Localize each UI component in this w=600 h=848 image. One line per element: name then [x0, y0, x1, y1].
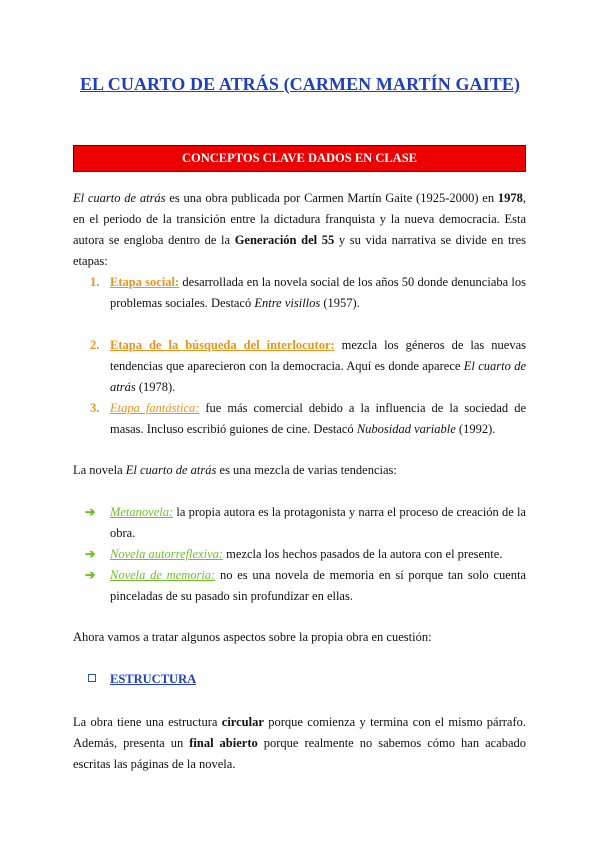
arrow-icon: ➔ [85, 505, 96, 519]
tendency-text: no es una novela de memoria en sí porque tan solo cuenta pinceladas de su pasado sin profundizar en ellas. [110, 568, 527, 603]
mix-work: El cuarto de atrás [125, 463, 217, 477]
intro-text-3: y su vida narrativa se divide en tres etapas: [73, 233, 526, 268]
stage-item-2 [73, 335, 526, 398]
tendency-item-3 [73, 565, 526, 607]
section-title: ESTRUCTURA [110, 672, 197, 686]
stage-text-end: (1957). [320, 296, 360, 310]
page-title: EL CUARTO DE ATRÁS (CARMEN MARTÍN GAITE) [79, 74, 521, 94]
stage-work: Nubosidad variable [356, 422, 456, 436]
stage-number: 3. [90, 401, 100, 415]
arrow-icon: ➔ [85, 568, 96, 582]
structure-text-1: La obra tiene una estructura [73, 715, 222, 729]
structure-paragraph [73, 712, 526, 775]
structure-circular: circular [221, 715, 264, 729]
key-concepts-banner: CONCEPTOS CLAVE DADOS EN CLASE [73, 145, 526, 172]
structure-ending: final abierto [189, 736, 258, 750]
stage-number: 2. [90, 338, 100, 352]
stage-label: Etapa de la búsqueda del interlocutor: [110, 338, 335, 352]
intro-text-1: es una obra publicada por Carmen Martín Gaite (1925-2000) en [165, 191, 498, 205]
tendency-label: Novela autorreflexiva: [110, 547, 224, 561]
arrow-icon: ➔ [85, 547, 96, 561]
stage-text: desarrollada en la novela social de los años 50 donde denunciaba los problemas sociales. Destacó [110, 275, 526, 310]
tendency-item-2 [73, 544, 526, 565]
stage-text-end: (1992). [455, 422, 496, 436]
structure-text-2: porque comienza y termina con el mismo párrafo. Además, presenta un [73, 715, 527, 750]
intro-paragraph [73, 188, 526, 272]
stage-label: Etapa social: [110, 275, 180, 289]
stage-number: 1. [90, 275, 100, 289]
stage-work: Entre visillos [254, 296, 321, 310]
section-heading [73, 669, 526, 690]
stage-item-1 [73, 272, 526, 314]
intro-work: El cuarto de atrás [73, 191, 166, 205]
structure-text-3: porque realmente no sabemos cómo han acabado escritas las páginas de la novela. [73, 736, 527, 771]
stage-label: Etapa fantástica: [110, 401, 200, 415]
square-bullet-icon [88, 674, 96, 682]
mix-text-1: La novela [73, 463, 126, 477]
stage-text-end: (1978). [135, 380, 176, 394]
intro-year: 1978 [497, 191, 523, 205]
stage-item-3 [73, 398, 526, 440]
aspects-paragraph: Ahora vamos a tratar algunos aspectos sobre la propia obra en cuestión: [73, 630, 432, 644]
stage-text: fue más comercial debido a la influencia de la sociedad de masas. Incluso escribió guiones de cine. Destacó [110, 401, 526, 436]
tendency-text: la propia autora es la protagonista y narra el proceso de creación de la obra. [110, 505, 526, 540]
mix-text-2: es una mezcla de varias tendencias: [216, 463, 397, 477]
mix-paragraph [73, 460, 526, 481]
tendency-label: Metanovela: [110, 505, 174, 519]
tendency-text: mezcla los hechos pasados de la autora con el presente. [223, 547, 503, 561]
stage-work: El cuarto de atrás [110, 359, 526, 394]
tendency-item-1 [73, 502, 526, 544]
stage-text: mezcla los géneros de las nuevas tendencias que aparecieron con la democracia. Aquí es donde aparece [110, 338, 526, 373]
intro-text-2: , en el periodo de la transición entre la dictadura franquista y la nueva democracia. Esta autora se engloba dentro de la [73, 191, 527, 247]
intro-generation: Generación del 55 [234, 233, 335, 247]
tendency-label: Novela de memoria: [110, 568, 216, 582]
